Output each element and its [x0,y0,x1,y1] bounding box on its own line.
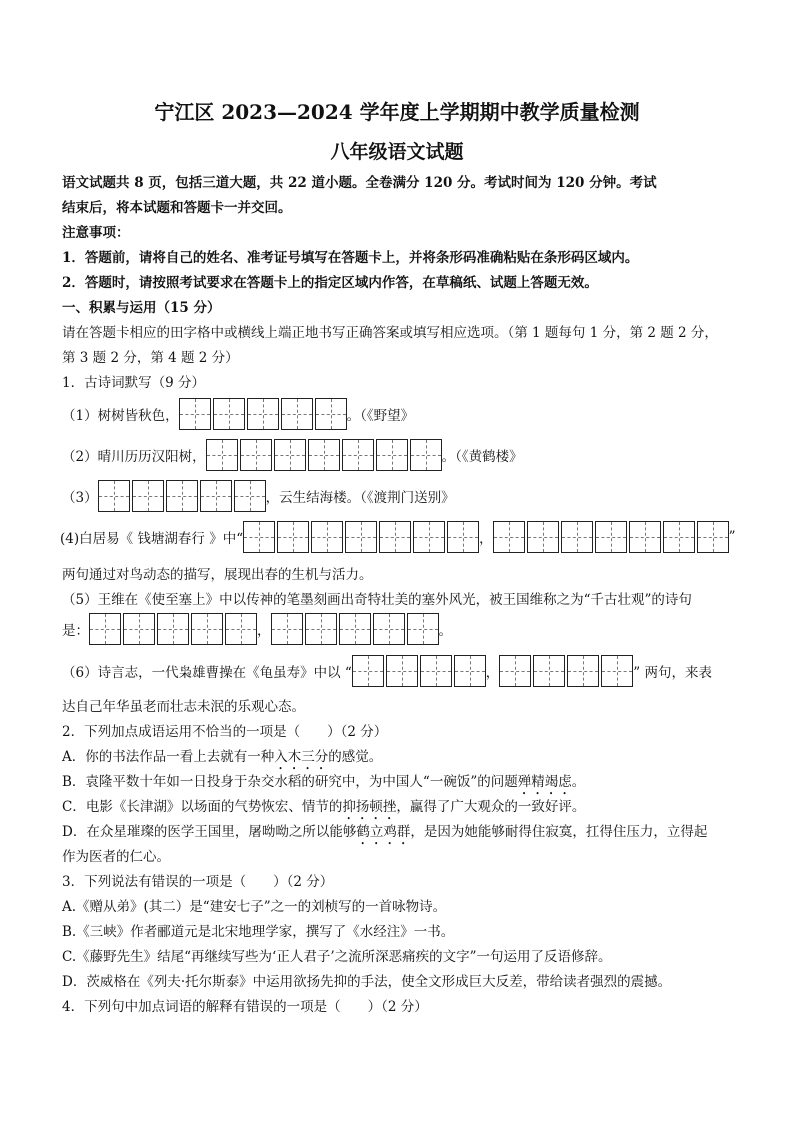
section-1-instructions-2: 第 3 题 2 分，第 4 题 2 分） [62,350,239,366]
q1-6-line-2: 达自己年华虽老而壮志未泯的乐观心态。 [62,699,305,715]
q2-a-idiom: 入木三分 [274,749,329,765]
grid-cell[interactable] [663,521,695,553]
q1-6-middle: ， [485,665,500,681]
grid-cell[interactable] [157,613,189,645]
grid-cell[interactable] [243,521,275,553]
grid-cell[interactable] [206,439,238,471]
q3-stem: 3．下列说法有错误的一项是（ ）（2 分） [62,874,334,890]
answer-grid[interactable] [271,613,439,645]
grid-cell[interactable] [345,521,377,553]
answer-grid[interactable] [98,480,266,512]
notice-2: 2．答题时，请按照考试要求在答题卡上的指定区域内作答，在草稿纸、试题上答题无效。 [62,275,598,291]
answer-grid[interactable] [243,521,479,553]
q3-option-a: A.《赠从弟》(其二）是“建安七子”之一的刘桢写的一首咏物诗。 [62,899,447,915]
grid-cell[interactable] [454,655,486,687]
q1-5-suffix: 。 [438,623,452,639]
grid-cell[interactable] [308,439,340,471]
grid-cell[interactable] [499,655,531,687]
intro-line-2: 结束后，将本试题和答题卡一并交回。 [62,200,292,216]
grid-cell[interactable] [132,480,164,512]
grid-cell[interactable] [379,521,411,553]
q1-part-2 [62,439,523,471]
grid-cell[interactable] [413,521,445,553]
grid-cell[interactable] [271,613,303,645]
grid-cell[interactable] [373,613,405,645]
grid-cell[interactable] [561,521,593,553]
q2-b-idiom: 殚精竭虑 [517,774,572,790]
intro-line-1: 语文试题共 8 页，包括三道大题，共 22 道小题。全卷满分 120 分。考试时间为 120 分钟。考试 [62,175,657,191]
q1-part-3 [62,480,455,512]
q1-1-prefix: （1）树树皆秋色， [62,408,179,424]
grid-cell[interactable] [410,439,442,471]
answer-grid[interactable] [179,398,347,430]
q1-4-suffix: ” [728,529,736,545]
q1-5-line-1: （5）王维在《使至塞上》中以传神的笔墨刻画出奇特壮美的塞外风光，被王国维称之为“千古壮观”的诗句 [62,592,692,608]
grid-cell[interactable] [89,613,121,645]
q2-b-text: B．袁隆平数十年如一日投身于杂交水稻的研究中，为中国人“一碗饭”的问题 [62,774,518,790]
grid-cell[interactable] [315,398,347,430]
grid-cell[interactable] [281,398,313,430]
q2-d-text-end: ，是因为她能够耐得住寂寞，扛得住压力，立得起 [410,824,708,840]
grid-cell[interactable] [339,613,371,645]
q1-5-prefix: 是： [62,623,89,639]
grid-cell[interactable] [274,439,306,471]
section-1-instructions-1: 请在答题卡相应的田字格中或横线上端正地书写正确答案或填写相应选项。（第 1 题每句 1 分，第 2 题 2 分， [62,325,718,341]
q2-option-b [62,774,734,798]
q2-option-d-line-2: 作为医者的仁心。 [62,849,170,865]
exam-title: 宁江区 2023—2024 学年度上学期期中教学质量检测 [154,100,640,124]
grid-cell[interactable] [225,613,257,645]
exam-subtitle: 八年级语文试题 [330,141,464,163]
q1-4-line-2: 两句通过对鸟动态的描写，展现出春的生机与活力。 [62,567,373,583]
grid-cell[interactable] [277,521,309,553]
answer-grid[interactable] [206,439,442,471]
grid-cell[interactable] [447,521,479,553]
q2-a-text: A．你的书法作品一看上去就有一种 [62,749,275,765]
q1-4-middle: ， [479,531,493,547]
grid-cell[interactable] [567,655,599,687]
grid-cell[interactable] [240,439,272,471]
notice-title: 注意事项： [62,225,130,241]
grid-cell[interactable] [191,613,223,645]
q4-stem: 4．下列句中加点词语的解释有错误的一项是（ ）（2 分） [62,999,428,1015]
grid-cell[interactable] [386,655,418,687]
grid-cell[interactable] [376,439,408,471]
q2-option-c [62,799,734,823]
q1-5-middle: ， [257,623,271,639]
q1-part-4 [60,521,736,553]
grid-cell[interactable] [595,521,627,553]
q2-option-a [62,749,734,773]
q1-4-prefix: (4)白居易《 钱塘湖春行 》中“ [60,531,244,547]
q1-2-suffix: 。（《黄鹤楼》 [441,449,523,465]
q1-part-1 [62,398,414,430]
grid-cell[interactable] [533,655,565,687]
q3-option-c: C.《藤野先生》结尾“再继续写些为‘正人君子’之流所深恶痛疾的文字”一句运用了反语修辞。 [62,949,612,965]
grid-cell[interactable] [420,655,452,687]
q2-stem: 2．下列加点成语运用不恰当的一项是（ ）（2 分） [62,724,388,740]
grid-cell[interactable] [629,521,661,553]
q1-3-suffix: ，云生结海楼。（《渡荆门送别》 [265,490,455,506]
grid-cell[interactable] [352,655,384,687]
q2-c-idiom: 抑扬顿挫 [342,799,397,815]
q1-part-5 [62,613,452,645]
grid-cell[interactable] [166,480,198,512]
q2-d-idiom: 鹤立鸡群 [356,824,411,840]
q2-c-text: C．电影《长津湖》以场面的气势恢宏、情节的 [62,799,343,815]
q1-6-suffix: ” 两句，来表 [633,665,712,681]
q3-option-b: B.《三峡》作者郦道元是北宋地理学家，撰写了《水经注》一书。 [62,924,455,940]
answer-grid[interactable] [89,613,257,645]
q1-2-prefix: （2）晴川历历汉阳树， [62,449,206,465]
q1-1-suffix: 。（《野望》 [346,408,415,424]
grid-cell[interactable] [213,398,245,430]
q2-c-text-end: ，赢得了广大观众的一致好评。 [396,799,586,815]
grid-cell[interactable] [247,398,279,430]
q2-a-text-end: 的感觉。 [328,749,383,765]
notice-1: 1．答题前，请将自己的姓名、准考证号填写在答题卡上，并将条形码准确粘贴在条形码区域内。 [62,250,639,266]
grid-cell[interactable] [98,480,130,512]
grid-cell[interactable] [407,613,439,645]
q1-part-6 [62,655,712,687]
answer-grid[interactable] [493,521,729,553]
q1-3-prefix: （3） [62,490,98,506]
q3-option-d: D．茨威格在《列夫·托尔斯泰》中运用欲扬先抑的手法，使全文形成巨大反差，带给读者强烈的震撼。 [62,974,672,990]
grid-cell[interactable] [311,521,343,553]
grid-cell[interactable] [123,613,155,645]
grid-cell[interactable] [697,521,729,553]
grid-cell[interactable] [342,439,374,471]
answer-grid[interactable] [499,655,633,687]
grid-cell[interactable] [493,521,525,553]
grid-cell[interactable] [601,655,633,687]
grid-cell[interactable] [200,480,232,512]
section-1-title: 一、积累与运用（15 分） [62,300,221,316]
q1-stem: 1．古诗词默写（9 分） [62,375,205,391]
grid-cell[interactable] [305,613,337,645]
q1-6-prefix: （6）诗言志，一代枭雄曹操在《龟虽寿》中以 “ [62,665,352,681]
answer-grid[interactable] [352,655,486,687]
q2-option-d [62,824,734,848]
grid-cell[interactable] [234,480,266,512]
grid-cell[interactable] [527,521,559,553]
q2-d-text: D．在众星璀璨的医学王国里，屠呦呦之所以能够 [62,824,357,840]
q2-b-text-end: 。 [571,774,586,790]
grid-cell[interactable] [179,398,211,430]
